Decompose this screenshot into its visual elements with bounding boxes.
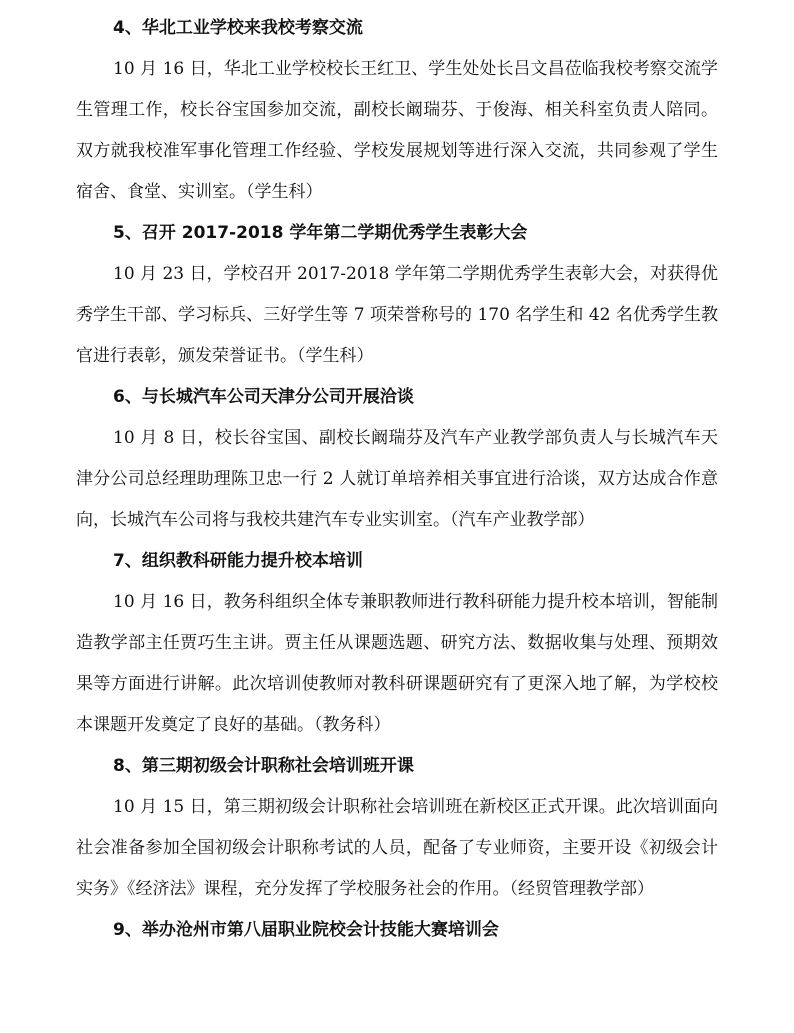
section-paragraph: 10 月 23 日，学校召开 2017-2018 学年第二学期优秀学生表彰大会，对获得优秀学生干部、学习标兵、三好学生等 7 项荣誉称号的 170 名学生和 42 名优秀学生教官进行表彰，颁发荣誉证书。（学生科）	[76, 264, 718, 366]
news-item	[76, 541, 718, 746]
section-heading: 5、召开 2017-2018 学年第二学期优秀学生表彰大会	[113, 223, 528, 243]
section-paragraph: 10 月 16 日，华北工业学校校长王红卫、学生处处长吕文昌莅临我校考察交流学生管理工作，校长谷宝国参加交流，副校长阚瑞芬、于俊海、相关科室负责人陪同。双方就我校准军事化管理工作经验、学校发展规划等进行深入交流，共同参观了学生宿舍、食堂、实训室。（学生科）	[76, 59, 718, 202]
section-heading: 9、举办沧州市第八届职业院校会计技能大赛培训会	[113, 920, 499, 940]
section-paragraph: 10 月 15 日，第三期初级会计职称社会培训班在新校区正式开课。此次培训面向社会准备参加全国初级会计职称考试的人员，配备了专业师资，主要开设《初级会计实务》《经济法》课程，充分发挥了学校服务社会的作用。（经贸管理教学部）	[76, 797, 718, 899]
news-item	[76, 746, 718, 910]
section-heading: 8、第三期初级会计职称社会培训班开课	[113, 756, 414, 776]
news-item	[76, 8, 718, 213]
document-content	[76, 8, 718, 951]
news-item	[76, 377, 718, 541]
news-item	[76, 910, 718, 951]
section-heading: 6、与长城汽车公司天津分公司开展洽谈	[113, 387, 414, 407]
section-paragraph: 10 月 8 日，校长谷宝国、副校长阚瑞芬及汽车产业教学部负责人与长城汽车天津分公司总经理助理陈卫忠一行 2 人就订单培养相关事宜进行洽谈，双方达成合作意向，长城汽车公司将与我校共建汽车专业实训室。（汽车产业教学部）	[76, 428, 718, 530]
section-paragraph: 10 月 16 日，教务科组织全体专兼职教师进行教科研能力提升校本培训，智能制造教学部主任贾巧生主讲。贾主任从课题选题、研究方法、数据收集与处理、预期效果等方面进行讲解。此次培训使教师对教科研课题研究有了更深入地了解，为学校校本课题开发奠定了良好的基础。（教务科）	[76, 592, 718, 735]
section-heading: 4、华北工业学校来我校考察交流	[113, 18, 363, 38]
news-item	[76, 213, 718, 377]
section-heading: 7、组织教科研能力提升校本培训	[113, 551, 363, 571]
